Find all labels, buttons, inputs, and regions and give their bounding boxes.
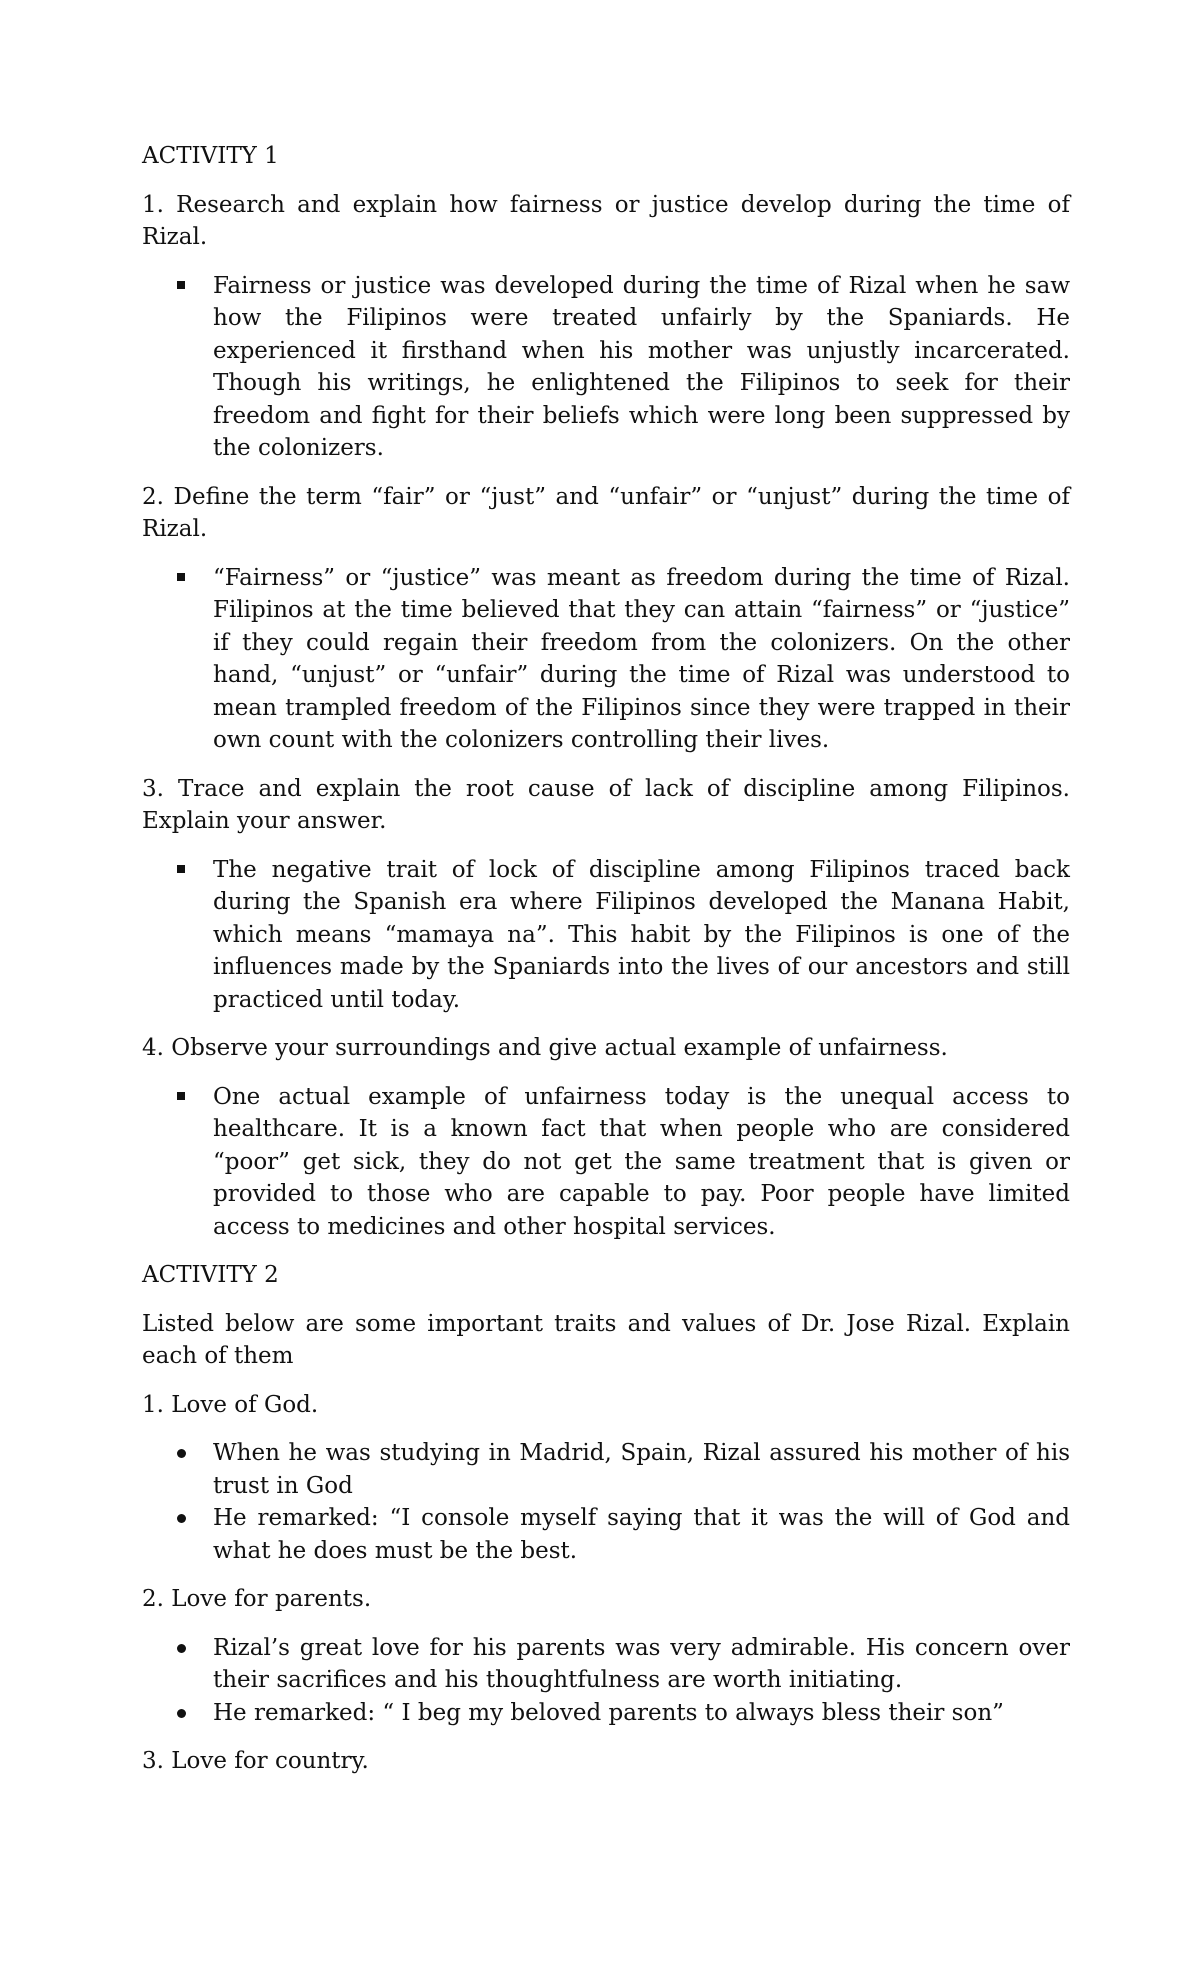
trait-point [142,1632,1070,1697]
activity-2-intro: Listed below are some important traits and values of Dr. Jose Rizal. Explain each of them [142,1310,1070,1369]
activity-1-question-3: 3. Trace and explain the root cause of lack of discipline among Filipinos. Explain your answer. [142,775,1070,834]
answer-text: One actual example of unfairness today is the unequal access to healthcare. It is a known fact that when people who are considered “poor” get sick, they do not get the same treatment that is given or provided to those who are capable to pay. Poor people have limited access to medicines and other hospital services. [213,1083,1070,1240]
answer-text: The negative trait of lock of discipline among Filipinos traced back during the Spanish era where Filipinos developed the Manana Habit, which means “mamaya na”. This habit by the Filipinos is one of the influences made by the Spaniards into the lives of our ancestors and still practiced until today. [213,856,1070,1013]
activity-1-question-4: 4. Observe your surroundings and give actual example of unfairness. [142,1035,948,1061]
trait-point-text: He remarked: “I console myself saying that it was the will of God and what he does must be the best. [213,1505,1070,1564]
activity-1-answer-list-2 [142,562,1070,757]
trait-point [142,1502,1070,1567]
trait-2-label: 2. Love for parents. [142,1586,372,1612]
trait-point-text: Rizal’s great love for his parents was very admirable. His concern over their sacrifices and his thoughtfulness are worth initiating. [213,1634,1070,1693]
answer-item [142,1081,1070,1244]
answer-item [142,270,1070,465]
trait-2-points [142,1632,1070,1730]
trait-3-label: 3. Love for country. [142,1748,369,1774]
trait-1-points [142,1437,1070,1567]
activity-1-answer-list-1 [142,270,1070,465]
answer-item [142,562,1070,757]
activity-1-question-2: 2. Define the term “fair” or “just” and “unfair” or “unjust” during the time of Rizal. [142,483,1070,542]
activity-1-heading: ACTIVITY 1 [142,143,279,169]
answer-text: “Fairness” or “justice” was meant as freedom during the time of Rizal. Filipinos at the time believed that they can attain “fairness” or “justice” if they could regain their freedom from the colonizers. On the other hand, “unjust” or “unfair” during the time of Rizal was understood to mean trampled freedom of the Filipinos since they were trapped in their own count with the colonizers controlling their lives. [213,564,1070,753]
document-page [142,140,1070,1794]
answer-item [142,854,1070,1017]
activity-1-answer-list-4 [142,1081,1070,1244]
trait-1-label: 1. Love of God. [142,1391,319,1418]
trait-point-text: When he was studying in Madrid, Spain, Rizal assured his mother of his trust in God [213,1440,1070,1499]
activity-2-heading: ACTIVITY 2 [142,1262,279,1288]
trait-point-text: He remarked: “ I beg my beloved parents to always bless their son” [213,1699,1004,1726]
trait-point [142,1437,1070,1502]
trait-point [142,1697,1070,1730]
answer-text: Fairness or justice was developed during the time of Rizal when he saw how the Filipinos were treated unfairly by the Spaniards. He experienced it firsthand when his mother was unjustly incarcerated. Though his writings, he enlightened the Filipinos to seek for their freedom and fight for their beliefs which were long been suppressed by the colonizers. [213,272,1070,461]
activity-1-answer-list-3 [142,854,1070,1017]
activity-1-question-1: 1. Research and explain how fairness or justice develop during the time of Rizal. [142,191,1070,250]
